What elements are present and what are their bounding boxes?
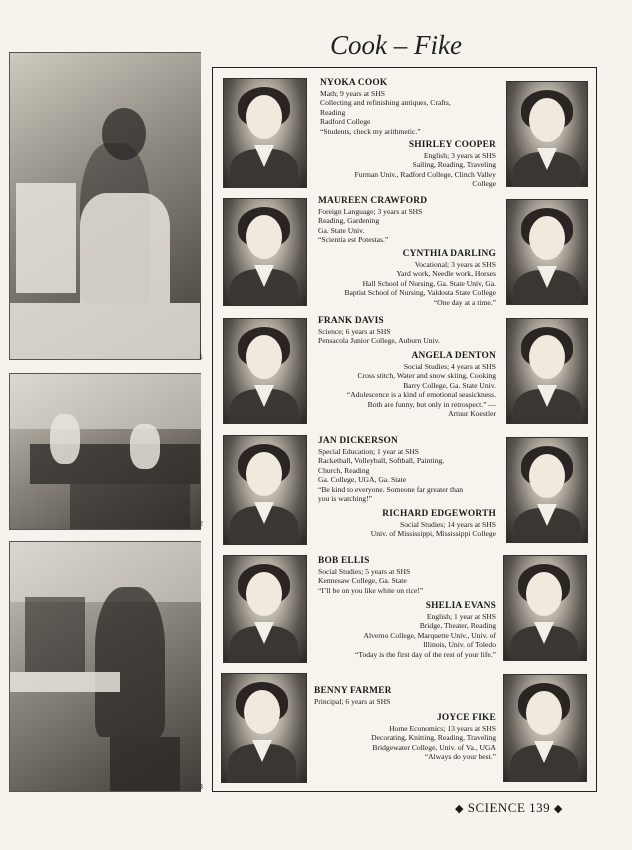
photo-caption-number: 1 bbox=[199, 354, 203, 361]
photo-science-lab bbox=[9, 373, 201, 530]
diamond-ornament-icon: ◆ bbox=[553, 803, 563, 815]
bio-jan-dickerson: JAN DICKERSON Special Education; 1 year at SHS Racketball, Volleyball, Softball, Painting, Church, Reading Ga. College, UGA, Ga. State “Be kind to everyone. Someone far greater than you is watching!” bbox=[318, 436, 518, 503]
faculty-name: JAN DICKERSON bbox=[318, 436, 398, 446]
faculty-name: BENNY FARMER bbox=[314, 686, 392, 696]
bio-shirley-cooper: SHIRLEY COOPER English; 3 years at SHS Sailing, Reading, Traveling Furman Univ., Radford College, Clinch Valley College bbox=[285, 140, 496, 189]
faculty-name: SHELIA EVANS bbox=[425, 601, 496, 611]
faculty-name: CYNTHIA DARLING bbox=[402, 249, 496, 259]
page-title: Cook – Fike bbox=[330, 30, 462, 60]
photo-teacher-at-computer bbox=[9, 52, 201, 360]
portrait-cynthia-darling bbox=[506, 199, 588, 305]
faculty-name: RICHARD EDGEWORTH bbox=[382, 509, 496, 519]
faculty-name: ANGELA DENTON bbox=[411, 351, 496, 361]
faculty-name: BOB ELLIS bbox=[318, 556, 370, 566]
faculty-name: JOYCE FIKE bbox=[436, 713, 496, 723]
bio-frank-davis: FRANK DAVIS Science; 6 years at SHS Pensacola Junior College, Auburn Univ. bbox=[318, 316, 518, 346]
faculty-name: FRANK DAVIS bbox=[318, 316, 384, 326]
portrait-angela-denton bbox=[506, 318, 588, 424]
bio-maureen-crawford: MAUREEN CRAWFORD Foreign Language; 3 years at SHS Reading, Gardening Ga. State Univ. “Scientia est Potestas.” bbox=[318, 196, 518, 245]
section-page-label: SCIENCE 139 bbox=[467, 800, 551, 815]
photo-teacher-on-stool bbox=[9, 541, 201, 792]
faculty-name: MAUREEN CRAWFORD bbox=[318, 196, 428, 206]
photo-caption-number: 2 bbox=[199, 521, 203, 528]
portrait-shirley-cooper bbox=[506, 81, 588, 187]
bio-benny-farmer: BENNY FARMER Principal; 6 years at SHS bbox=[314, 686, 514, 706]
bio-cynthia-darling: CYNTHIA DARLING Vocational; 3 years at SHS Yard work, Needle work, Horses Hall School of Nursing, Ga. State Univ, Ga. Baptist School of Nursing, Valdosta State College “One day at a time.” bbox=[285, 249, 496, 307]
bio-bob-ellis: BOB ELLIS Social Studies; 5 years at SHS Kennesaw College, Ga. State “I’ll be on you like white on rice!” bbox=[318, 556, 518, 595]
faculty-name: NYOKA COOK bbox=[320, 78, 388, 88]
faculty-frame bbox=[212, 67, 597, 792]
bio-richard-edgeworth: RICHARD EDGEWORTH Social Studies; 14 years at SHS Univ. of Mississippi, Mississippi College bbox=[285, 509, 496, 539]
diamond-ornament-icon: ◆ bbox=[455, 803, 464, 815]
portrait-joyce-fike bbox=[503, 674, 587, 782]
page-footer bbox=[455, 800, 563, 816]
bio-angela-denton: ANGELA DENTON Social Studies; 4 years at SHS Cross stitch, Water and snow skiing, Cooking Barry College, Ga. State Univ. “Adolescence is a kind of emotional seasickness. Both are funny, but only in retrospect.” — Artuur Koestler bbox=[275, 351, 496, 418]
left-photo-column bbox=[9, 0, 201, 800]
bio-nyoka-cook: NYOKA COOK Math; 9 years at SHS Collecting and refinishing antiques, Crafts, Reading Radford College “Students, check my arithmetic.” bbox=[320, 78, 520, 136]
portrait-richard-edgeworth bbox=[506, 437, 588, 543]
photo-caption-number: 3 bbox=[199, 784, 203, 791]
bio-shelia-evans: SHELIA EVANS English; 1 year at SHS Bridge, Theater, Reading Alverno College, Marquette Univ., Univ. of Illinois, Univ. of Toledo “Today is the first day of the rest of your life.” bbox=[275, 601, 496, 659]
portrait-shelia-evans bbox=[503, 555, 587, 661]
faculty-name: SHIRLEY COOPER bbox=[408, 140, 496, 150]
bio-joyce-fike: JOYCE FIKE Home Economics; 13 years at SHS Decorating, Knitting, Reading, Traveling Bridgewater College, Univ. of Va., UGA “Always do your best.” bbox=[275, 713, 496, 762]
